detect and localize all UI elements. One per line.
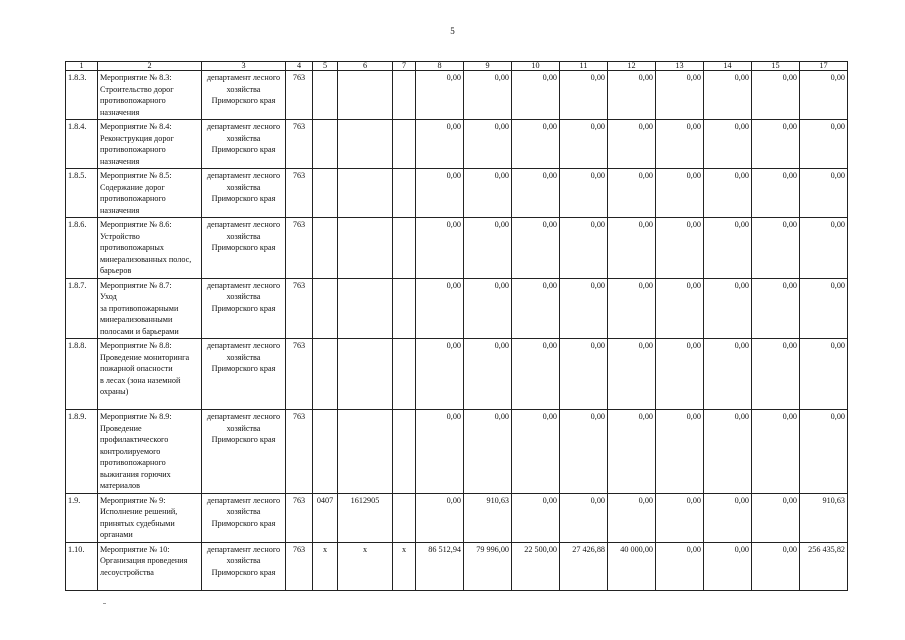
target-article [338, 278, 393, 339]
header-cell: 11 [560, 62, 608, 71]
department-line: хозяйства [226, 352, 261, 362]
row-number: 1.8.4. [66, 120, 98, 169]
table-row [66, 71, 848, 120]
amount-cell: 0,00 [656, 169, 704, 218]
amount-cell: 0,00 [464, 339, 512, 410]
department-line: хозяйства [226, 231, 261, 241]
amount-cell: 0,00 [608, 493, 656, 542]
section-code: x [313, 542, 338, 590]
amount-cell: 0,00 [752, 218, 800, 279]
amount-cell: 0,00 [752, 169, 800, 218]
amount-cell: 0,00 [416, 493, 464, 542]
amount-cell: 0,00 [800, 278, 848, 339]
amount-cell: 0,00 [464, 410, 512, 494]
amount-cell: 0,00 [464, 278, 512, 339]
header-cell: 9 [464, 62, 512, 71]
expense-type [393, 218, 416, 279]
department-line: Приморского края [211, 96, 276, 105]
amount-cell: 0,00 [656, 339, 704, 410]
measure-title-line: Уход [100, 292, 117, 301]
row-number: 1.8.6. [66, 218, 98, 279]
header-cell: 2 [98, 62, 202, 71]
amount-cell: 0,00 [800, 71, 848, 120]
measure-title [98, 410, 202, 494]
amount-cell: 0,00 [608, 410, 656, 494]
measure-title-line: Мероприятие № 9: [100, 495, 166, 505]
measure-title-line: Мероприятие № 8.6: [100, 220, 172, 229]
target-article [338, 120, 393, 169]
section-code [313, 339, 338, 410]
amount-cell: 0,00 [656, 542, 704, 590]
amount-cell: 40 000,00 [608, 542, 656, 590]
department-line: Приморского края [211, 145, 276, 154]
measure-title-line: Устройство [100, 231, 140, 241]
department-line: хозяйства [226, 182, 261, 192]
amount-cell: 256 435,82 [800, 542, 848, 590]
table-row [66, 120, 848, 169]
department [202, 542, 286, 590]
amount-cell: 0,00 [752, 410, 800, 494]
amount-cell: 0,00 [560, 169, 608, 218]
amount-cell: 0,00 [800, 120, 848, 169]
measure-title [98, 542, 202, 590]
budget-code: 763 [286, 542, 313, 590]
expense-type [393, 71, 416, 120]
amount-cell: 0,00 [704, 120, 752, 169]
header-cell: 17 [800, 62, 848, 71]
measure-title [98, 169, 202, 218]
amount-cell: 0,00 [416, 410, 464, 494]
measure-title-line: Мероприятие № 8.5: [100, 171, 172, 180]
department [202, 493, 286, 542]
measure-title [98, 218, 202, 279]
page-number: 5 [450, 26, 455, 36]
department [202, 169, 286, 218]
department [202, 278, 286, 339]
department-line: Приморского края [211, 435, 276, 444]
amount-cell: 0,00 [752, 339, 800, 410]
amount-cell: 0,00 [464, 218, 512, 279]
measure-title-line: Мероприятие № 8.7: [100, 280, 172, 290]
measure-title-line: минерализованными [100, 315, 173, 324]
amount-cell: 0,00 [560, 339, 608, 410]
target-article [338, 339, 393, 410]
measure-title-line: Мероприятие № 8.8: [100, 341, 172, 350]
amount-cell: 0,00 [416, 169, 464, 218]
measure-title-line: принятых судебными [100, 518, 175, 528]
table-row [66, 339, 848, 410]
measure-title-line: за противопожарными [100, 303, 179, 313]
budget-code: 763 [286, 71, 313, 120]
amount-cell: 0,00 [800, 410, 848, 494]
department-line: хозяйства [226, 423, 261, 433]
measure-title-line: противопожарных [100, 243, 164, 252]
department-line: Приморского края [211, 518, 276, 528]
stray-mark [103, 603, 106, 604]
amount-cell: 0,00 [416, 278, 464, 339]
target-article [338, 218, 393, 279]
row-number: 1.9. [66, 493, 98, 542]
measure-title-line: контролируемого [100, 446, 161, 456]
header-cell: 15 [752, 62, 800, 71]
expense-type [393, 169, 416, 218]
measure-title-line: в лесах (зона наземной [100, 375, 181, 385]
department [202, 71, 286, 120]
amount-cell: 0,00 [704, 218, 752, 279]
row-number: 1.8.5. [66, 169, 98, 218]
expense-type [393, 493, 416, 542]
department [202, 218, 286, 279]
department-line: департамент лесного [206, 544, 281, 554]
department-line: Приморского края [211, 303, 276, 313]
department-line: Приморского края [211, 364, 276, 373]
header-cell: 4 [286, 62, 313, 71]
expense-type [393, 410, 416, 494]
section-code [313, 169, 338, 218]
expense-type [393, 278, 416, 339]
header-cell: 10 [512, 62, 560, 71]
section-code [313, 218, 338, 279]
amount-cell: 0,00 [608, 218, 656, 279]
table-row [66, 493, 848, 542]
budget-code: 763 [286, 410, 313, 494]
department-line: Приморского края [211, 194, 276, 203]
section-code [313, 120, 338, 169]
amount-cell: 0,00 [512, 410, 560, 494]
measure-title-line: материалов [100, 481, 140, 490]
department [202, 339, 286, 410]
measure-title [98, 493, 202, 542]
amount-cell: 0,00 [656, 493, 704, 542]
measure-title-line: лесоустройства [100, 567, 154, 577]
amount-cell: 0,00 [608, 71, 656, 120]
amount-cell: 0,00 [560, 120, 608, 169]
amount-cell: 0,00 [512, 169, 560, 218]
amount-cell: 0,00 [704, 71, 752, 120]
row-number: 1.8.3. [66, 71, 98, 120]
department-line: департамент лесного [206, 341, 281, 350]
amount-cell: 0,00 [608, 278, 656, 339]
header-cell: 1 [66, 62, 98, 71]
target-article: x [338, 542, 393, 590]
department-line: департамент лесного [206, 73, 281, 82]
amount-cell: 0,00 [512, 218, 560, 279]
amount-cell: 79 996,00 [464, 542, 512, 590]
measure-title-line: Исполнение решений, [100, 507, 178, 516]
measure-title-line: минерализованных полос, [100, 254, 192, 264]
amount-cell: 0,00 [752, 120, 800, 169]
measure-title-line: органами [100, 530, 133, 539]
amount-cell: 0,00 [512, 71, 560, 120]
measure-title [98, 339, 202, 410]
amount-cell: 0,00 [416, 218, 464, 279]
amount-cell: 0,00 [800, 339, 848, 410]
header-cell: 8 [416, 62, 464, 71]
amount-cell: 0,00 [704, 339, 752, 410]
department-line: Приморского края [211, 567, 276, 577]
amount-cell: 0,00 [704, 169, 752, 218]
measure-title [98, 120, 202, 169]
section-code [313, 278, 338, 339]
row-number: 1.10. [66, 542, 98, 590]
table-row [66, 410, 848, 494]
measure-title-line: Мероприятие № 8.3: [100, 73, 172, 82]
amount-cell: 0,00 [416, 120, 464, 169]
department-line: Приморского края [211, 243, 276, 252]
budget-code: 763 [286, 218, 313, 279]
section-code [313, 410, 338, 494]
measure-title-line: назначения [100, 205, 140, 215]
amount-cell: 86 512,94 [416, 542, 464, 590]
amount-cell: 0,00 [464, 169, 512, 218]
measure-title-line: Организация проведения [100, 556, 188, 565]
department-line: хозяйства [226, 556, 261, 565]
budget-code: 763 [286, 169, 313, 218]
measure-title-line: Мероприятие № 8.4: [100, 122, 172, 131]
amount-cell: 0,00 [656, 71, 704, 120]
amount-cell: 0,00 [512, 339, 560, 410]
header-cell: 3 [202, 62, 286, 71]
amount-cell: 0,00 [656, 278, 704, 339]
amount-cell: 0,00 [560, 410, 608, 494]
measure-title [98, 71, 202, 120]
measure-title-line: выжигания горючих [100, 469, 171, 479]
amount-cell: 0,00 [560, 218, 608, 279]
measure-title-line: Содержание дорог [100, 182, 165, 192]
amount-cell: 0,00 [752, 71, 800, 120]
expense-type [393, 120, 416, 169]
amount-cell: 0,00 [656, 120, 704, 169]
measure-title-line: назначения [100, 156, 140, 166]
amount-cell: 0,00 [800, 218, 848, 279]
target-article [338, 410, 393, 494]
measure-title-line: охраны) [100, 387, 129, 396]
amount-cell: 0,00 [752, 542, 800, 590]
amount-cell: 0,00 [512, 120, 560, 169]
section-code [313, 71, 338, 120]
budget-code: 763 [286, 493, 313, 542]
measure-title-line: Мероприятие № 8.9: [100, 412, 172, 421]
budget-code: 763 [286, 278, 313, 339]
header-cell: 6 [338, 62, 393, 71]
row-number: 1.8.8. [66, 339, 98, 410]
row-number: 1.8.9. [66, 410, 98, 494]
measure-title-line: противопожарного [100, 145, 166, 154]
measure-title-line: назначения [100, 107, 140, 117]
department-line: департамент лесного [206, 280, 281, 290]
department-line: департамент лесного [206, 220, 281, 229]
department-line: хозяйства [226, 292, 261, 301]
amount-cell: 0,00 [464, 71, 512, 120]
amount-cell: 0,00 [512, 278, 560, 339]
target-article [338, 169, 393, 218]
amount-cell: 0,00 [656, 218, 704, 279]
department-line: хозяйства [226, 507, 261, 516]
department-line: хозяйства [226, 84, 261, 94]
measure-title-line: барьеров [100, 266, 132, 275]
measure-title-line: пожарной опасности [100, 364, 173, 373]
measure-title-line: Реконструкция дорог [100, 133, 174, 143]
amount-cell: 0,00 [512, 493, 560, 542]
amount-cell: 0,00 [560, 71, 608, 120]
header-row [66, 62, 848, 71]
amount-cell: 0,00 [416, 339, 464, 410]
target-article: 1612905 [338, 493, 393, 542]
measure-title [98, 278, 202, 339]
amount-cell: 0,00 [752, 278, 800, 339]
measure-title-line: Проведение мониторинга [100, 352, 190, 362]
measure-title-line: профилактического [100, 435, 169, 444]
expense-type: x [393, 542, 416, 590]
amount-cell: 0,00 [752, 493, 800, 542]
department-line: департамент лесного [206, 122, 281, 131]
amount-cell: 0,00 [464, 120, 512, 169]
department-line: департамент лесного [206, 495, 281, 505]
header-cell: 12 [608, 62, 656, 71]
department [202, 120, 286, 169]
target-article [338, 71, 393, 120]
amount-cell: 0,00 [704, 278, 752, 339]
department-line: хозяйства [226, 133, 261, 143]
department-line: департамент лесного [206, 412, 281, 421]
row-number: 1.8.7. [66, 278, 98, 339]
amount-cell: 0,00 [416, 71, 464, 120]
amount-cell: 27 426,88 [560, 542, 608, 590]
measure-title-line: противопожарного [100, 96, 166, 105]
measure-title-line: Строительство дорог [100, 84, 174, 94]
table-row [66, 278, 848, 339]
measure-title-line: полосами и барьерами [100, 326, 179, 336]
table-row [66, 169, 848, 218]
amount-cell: 0,00 [608, 339, 656, 410]
budget-table [65, 61, 848, 591]
measure-title-line: Мероприятие № 10: [100, 544, 170, 554]
amount-cell: 0,00 [704, 542, 752, 590]
amount-cell: 0,00 [560, 278, 608, 339]
expense-type [393, 339, 416, 410]
amount-cell: 0,00 [800, 169, 848, 218]
amount-cell: 0,00 [656, 410, 704, 494]
header-cell: 13 [656, 62, 704, 71]
amount-cell: 910,63 [800, 493, 848, 542]
header-cell: 14 [704, 62, 752, 71]
table-row [66, 542, 848, 590]
amount-cell: 0,00 [608, 120, 656, 169]
amount-cell: 22 500,00 [512, 542, 560, 590]
budget-code: 763 [286, 339, 313, 410]
measure-title-line: Проведение [100, 423, 142, 433]
amount-cell: 0,00 [608, 169, 656, 218]
amount-cell: 0,00 [704, 410, 752, 494]
department-line: департамент лесного [206, 171, 281, 180]
table-row [66, 218, 848, 279]
budget-code: 763 [286, 120, 313, 169]
header-cell: 7 [393, 62, 416, 71]
section-code: 0407 [313, 493, 338, 542]
amount-cell: 0,00 [560, 493, 608, 542]
measure-title-line: противопожарного [100, 458, 166, 467]
amount-cell: 0,00 [704, 493, 752, 542]
amount-cell: 910,63 [464, 493, 512, 542]
measure-title-line: противопожарного [100, 194, 166, 203]
department [202, 410, 286, 494]
header-cell: 5 [313, 62, 338, 71]
